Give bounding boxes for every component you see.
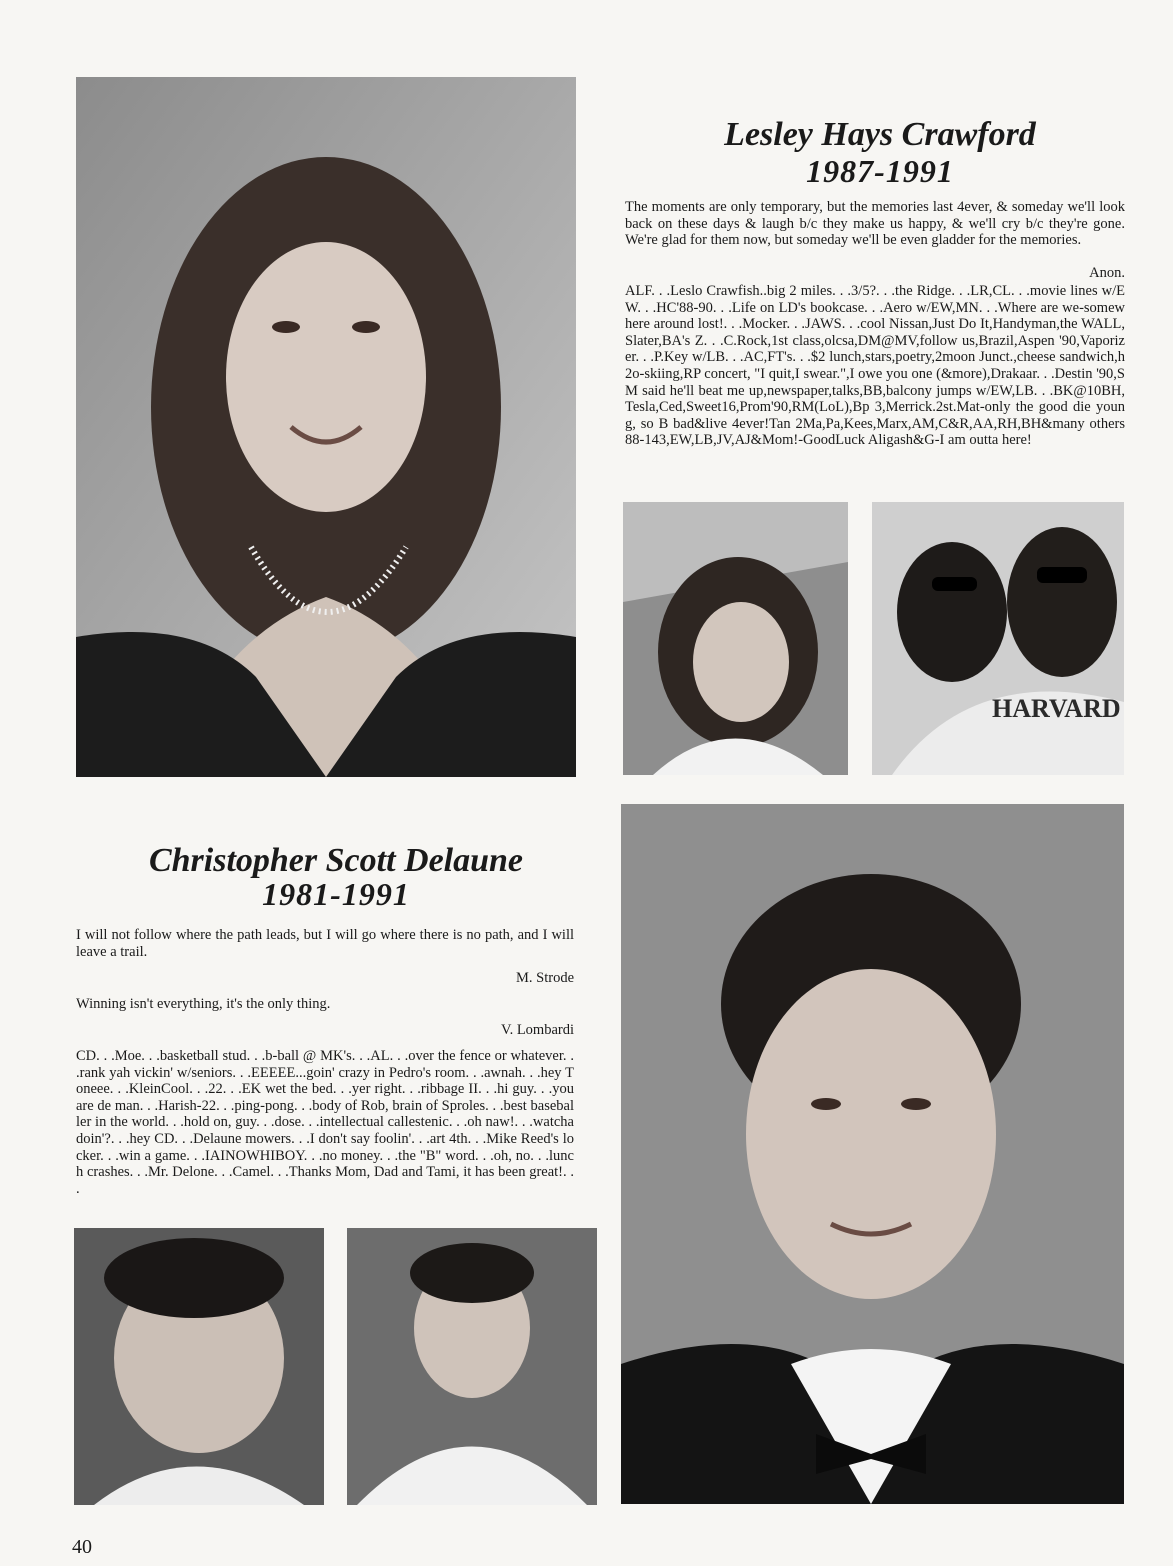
senior-years: 1987-1991 [806,153,954,189]
candid-photo-ski [623,502,848,775]
quote-author: M. Strode [516,970,574,986]
sweatshirt-text: HARVARD [992,694,1121,723]
senior-message: ALF. . .Leslo Crawfish..big 2 miles. . .3/5?. . .the Ridge. . .LR,CL. . .movie lines w/EW. . .HC'88-90. . .Life on LD's bookcase. . .Aero w/EW,MN. . .Where are we-somewhere around lost!. . .Mocker. . .JAWS. . .cool Nissan,Just Do It,Handyman,the WALL,Slater,BA's Z. . .C.Rock,1st class,olcsa,DM@MV,follow us,Brazil,Aspen '90,Vaporizer. . .P.Key w/LB. . .AC,FT's. . .$2 lunch,stars,poetry,2moon Junct.,cheese sandwich,h2o-skiing,RP concert, "I quit,I swear.",I owe you one (&more),Drakaar. . .Destin '90,SM said he'll beat me up,newspaper,talks,BB,balcony jumps w/EW,LB. . .BK@10BH,Tesla,Ced,Sweet16,Prom'90,RM(LoL),Bp 3,Merrick.2st.Mat-only the good die young, so B bad&live 4ever!Tan 2Ma,Pa,Kees,Marx,AM,C&R,AA,RH,BH&many others 88-143,EW,LB,JV,AJ&Mom!-GoodLuck Aligash&G-I am outta here! [625,283,1125,449]
senior-quote: Winning isn't everything, it's the only thing. [76,996,331,1012]
senior-message: CD. . .Moe. . .basketball stud. . .b-ball @ MK's. . .AL. . .over the fence or whatever. . .rank yah vickin' w/seniors. . .EEEEE...goin' crazy in Pedro's room. . .awnah. . .hey Toneee. . .KleinCool. . .22. . .EK wet the bed. . .yer right. . .ribbage II. . .hi guy. . .you are de man. . .Harish-22. . .ping-pong. . .body of Rob, brain of Sproles. . .best baseballer in the world. . .hold on, guy. . .dose. . .intellectual callestenic. . .oh naw!. . .watcha doin'?. . .hey CD. . .Delaune mowers. . .I don't say foolin'. . .art 4th. . .Mike Reed's locker. . .win a game. . .IAINOWHIBOY. . .no money. . .the "B" word. . .oh, no. . .lunch crashes. . .Mr. Delone. . .Camel. . .Thanks Mom, Dad and Tami, it has been great!. . . [76,1048,574,1197]
senior-name: Christopher Scott Delaune [148,842,524,879]
senior-portrait-lesley [76,77,576,777]
quote-author: Anon. [1089,265,1125,281]
candid-photo-harvard [872,502,1124,775]
senior-quote: I will not follow where the path leads, but I will go where there is no path, and I will leave a trail. [76,927,574,960]
candid-photo-smiling [347,1228,597,1505]
candid-photo-looking-up [74,1228,324,1505]
quote-author: V. Lombardi [500,1022,574,1038]
senior-quote: The moments are only temporary, but the memories last 4ever, & someday we'll look back on these days & laugh b/c they make us happy, & we'll cry b/c they're gone. We're glad for them now, but someday we'll be even gladder for the memories. [625,199,1125,249]
senior-name: Lesley Hays Crawford [724,116,1036,153]
senior-portrait-christopher [621,804,1124,1504]
page-number: 40 [72,1536,92,1558]
senior-years: 1981-1991 [262,876,410,912]
